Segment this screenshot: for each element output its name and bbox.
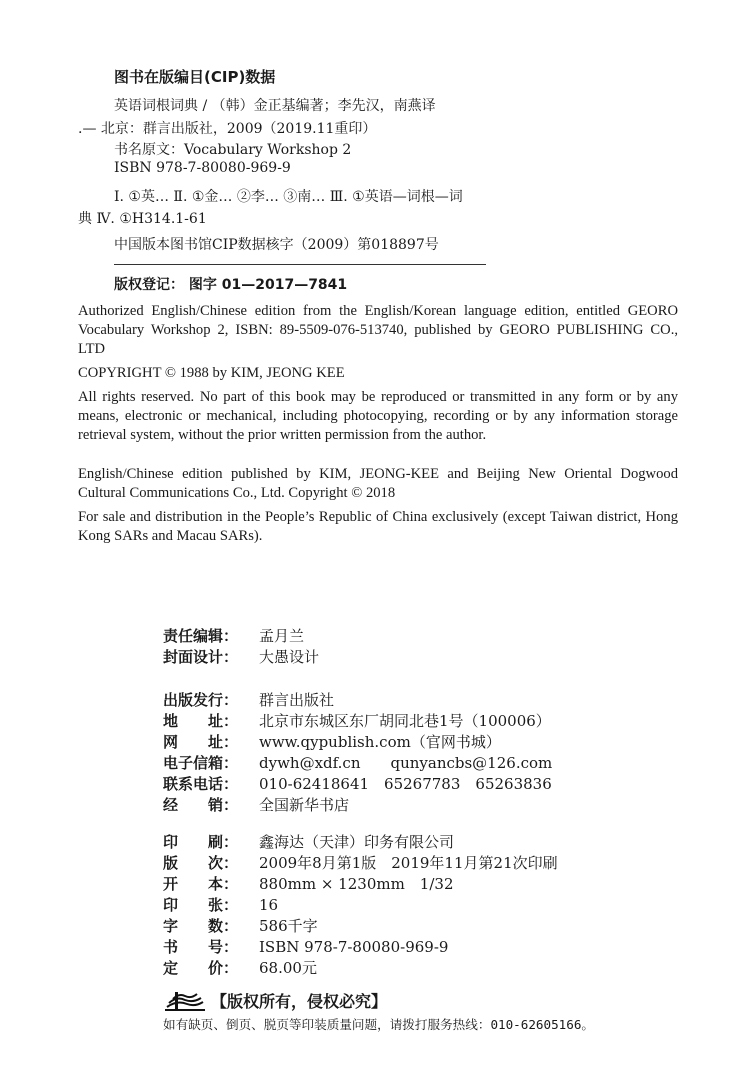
cip-line-original-title: 书名原文：Vocabulary Workshop 2 bbox=[114, 142, 352, 158]
english-rights: All rights reserved. No part of this book may be reproduced or transmitted in any form or by any means, electronic or mechanical, including photocopying, recording or by any information storage retrieval system, without the prior written permission from the author. bbox=[78, 389, 678, 443]
credit-row: 印 张： 16 bbox=[163, 896, 279, 914]
cip-line-classification-cont: 典 Ⅳ. ①H314.1-61 bbox=[78, 211, 207, 227]
english-edition: English/Chinese edition published by KIM, JEONG-KEE and Beijing New Oriental Dogwood Cultural Communications Co., Ltd. Copyright © 2018 bbox=[78, 466, 678, 501]
copyright-registration: 版权登记： 图字 01—2017—7841 bbox=[114, 277, 348, 293]
credit-row: 封面设计： 大愚设计 bbox=[163, 648, 320, 666]
credit-row: 出版发行： 群言出版社 bbox=[163, 691, 335, 709]
credit-row: 电子信箱： dywh@xdf.cn qunyancbs@126.com bbox=[163, 754, 553, 772]
cip-line-data-number: 中国版本图书馆CIP数据核字（2009）第018897号 bbox=[114, 237, 439, 253]
credit-row: 网 址： www.qypublish.com（官网书城） bbox=[163, 733, 501, 751]
service-hotline: 如有缺页、倒页、脱页等印装质量问题，请拨打服务热线：010-62605166。 bbox=[163, 1017, 595, 1032]
cip-line-title: 英语词根词典 / （韩）金正基编著；李先汉，南燕译 bbox=[114, 98, 436, 114]
rights-notice: 【版权所有，侵权必究】 bbox=[211, 992, 388, 1011]
credit-row: 责任编辑： 孟月兰 bbox=[163, 627, 305, 645]
credit-row: 开 本： 880mm × 1230mm 1/32 bbox=[163, 875, 454, 893]
divider bbox=[114, 264, 486, 265]
publisher-logo-icon bbox=[163, 990, 207, 1012]
english-copyright: COPYRIGHT © 1988 by KIM, JEONG KEE bbox=[78, 365, 345, 381]
cip-line-classification: Ⅰ. ①英… Ⅱ. ①金… ②李… ③南… Ⅲ. ①英语—词根—词 bbox=[114, 189, 463, 205]
credit-row: 定 价： 68.00元 bbox=[163, 959, 317, 977]
credit-row: 联系电话： 010-62418641 65267783 65263836 bbox=[163, 775, 552, 793]
credit-row: 书 号： ISBN 978-7-80080-969-9 bbox=[163, 938, 449, 956]
credit-row: 地 址： 北京市东城区东厂胡同北巷1号（100006） bbox=[163, 712, 551, 730]
cip-title: 图书在版编目(CIP)数据 bbox=[114, 68, 276, 86]
english-sale: For sale and distribution in the People’s Republic of China exclusively (except Taiwan district, Hong Kong SARs and Macau SARs). bbox=[78, 509, 678, 544]
english-authorization: Authorized English/Chinese edition from the English/Korean language edition, entitled GEORO Vocabulary Workshop 2, ISBN: 89-5509-076-513740, published by GEORO PUBLISHING CO., LTD bbox=[78, 303, 678, 357]
credit-row: 字 数： 586千字 bbox=[163, 917, 318, 935]
credit-row: 印 刷： 鑫海达（天津）印务有限公司 bbox=[163, 833, 455, 851]
credit-row: 版 次： 2009年8月第1版 2019年11月第21次印刷 bbox=[163, 854, 558, 872]
cip-line-publisher: .— 北京：群言出版社，2009（2019.11重印） bbox=[78, 121, 377, 137]
cip-line-isbn: ISBN 978-7-80080-969-9 bbox=[114, 160, 291, 176]
credit-row: 经 销： 全国新华书店 bbox=[163, 796, 350, 814]
